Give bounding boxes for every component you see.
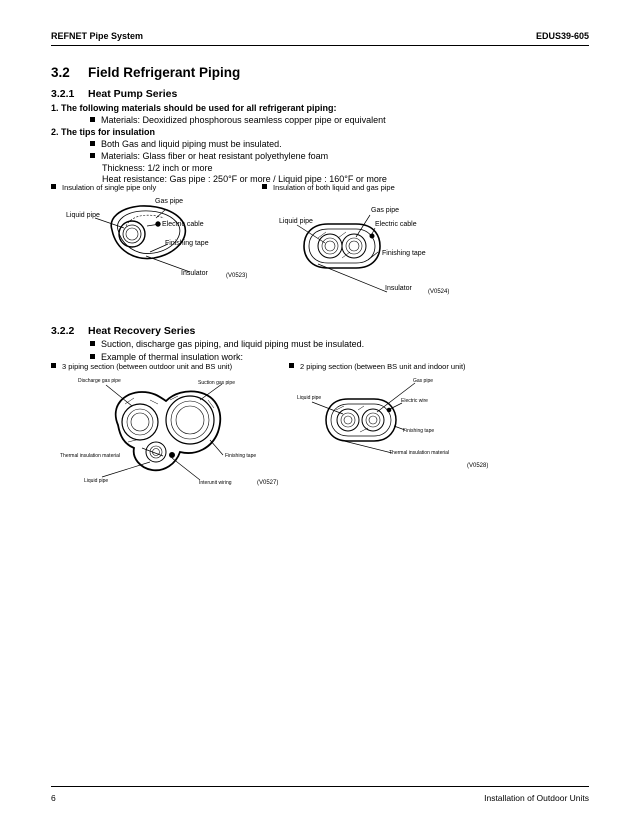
label-electric-wire-4: Electric wire	[401, 398, 428, 404]
figure-code-v0528: (V0528)	[467, 463, 489, 469]
label-gas-pipe-4: Gas pipe	[413, 378, 434, 384]
bullet-square-icon	[90, 153, 95, 158]
bullet-square-icon	[90, 341, 95, 346]
caption-text: Insulation of both liquid and gas pipe	[273, 183, 395, 192]
bullet-suction-discharge	[90, 339, 364, 349]
bullet-text: Both Gas and liquid piping must be insulated.	[101, 139, 282, 149]
caption-text: 2 piping section (between BS unit and indoor unit)	[300, 362, 466, 371]
label-electric-cable-1: Electric cable	[162, 221, 204, 228]
label-interunit-wiring: Interunit wiring	[199, 480, 232, 486]
label-electric-cable-2: Electric cable	[375, 221, 417, 228]
caption-3-piping	[51, 362, 232, 371]
bullet-text: Suction, discharge gas piping, and liquid piping must be insulated.	[101, 339, 365, 349]
footer-page-number: 6	[51, 793, 56, 803]
label-thermal-insulation-3: Thermal insulation material	[60, 453, 121, 459]
subsection-number-heat-recovery: 3.2.2	[51, 325, 75, 337]
bullet-square-icon	[90, 141, 95, 146]
list-item-insulation: 2. The tips for insulation	[51, 127, 156, 137]
section-number: 3.2	[51, 65, 70, 80]
bullet-square-icon	[90, 354, 95, 359]
label-liquid-pipe-3: Liquid pipe	[84, 478, 109, 484]
label-discharge-gas-pipe: Discharge gas pipe	[78, 378, 121, 384]
label-finishing-tape-2: Finishing tape	[382, 250, 426, 257]
caption-single-pipe	[51, 183, 156, 192]
label-liquid-pipe-1: Liquid pipe	[66, 212, 100, 219]
label-thermal-insulation-4: Thermal insulation material	[389, 450, 450, 456]
label-liquid-pipe-2: Liquid pipe	[279, 218, 313, 225]
bullet-text: Materials: Deoxidized phosphorous seamless copper pipe or equivalent	[101, 115, 386, 125]
label-finishing-tape-4: Finishing tape	[403, 428, 435, 434]
figure-code-v0524: (V0524)	[428, 289, 450, 295]
label-gas-pipe-2: Gas pipe	[371, 207, 400, 214]
label-finishing-tape-3: Finishing tape	[225, 453, 257, 459]
heat-resistance-spec: Heat resistance: Gas pipe : 250°F or more / Liquid pipe : 160°F or more	[102, 174, 387, 184]
section-title: Field Refrigerant Piping	[88, 65, 241, 80]
subsection-title-heat-recovery: Heat Recovery Series	[88, 325, 196, 337]
header-doc-title: REFNET Pipe System	[51, 31, 144, 41]
list-item-materials: 1. The following materials should be used for all refrigerant piping:	[51, 103, 337, 113]
caption-2-piping	[289, 362, 466, 371]
bullet-square-icon	[262, 184, 267, 189]
bullet-example	[90, 352, 243, 362]
bullet-square-icon	[90, 117, 95, 122]
bullet-square-icon	[289, 363, 294, 368]
caption-text: Insulation of single pipe only	[62, 183, 157, 192]
thickness-spec: Thickness: 1/2 inch or more	[102, 163, 213, 173]
label-liquid-pipe-4: Liquid pipe	[297, 395, 322, 401]
caption-text: 3 piping section (between outdoor unit and BS unit)	[62, 362, 233, 371]
bullet-text: Example of thermal insulation work:	[101, 352, 244, 362]
label-gas-pipe-1: Gas pipe	[155, 198, 184, 205]
label-suction-gas-pipe: Suction gas pipe	[198, 380, 235, 386]
label-finishing-tape-1: Finishing tape	[165, 240, 209, 247]
figure-code-v0527: (V0527)	[257, 480, 279, 486]
bullet-square-icon	[51, 184, 56, 189]
bullet-text: Materials: Glass fiber or heat resistant polyethylene foam	[101, 151, 329, 161]
bullet-square-icon	[51, 363, 56, 368]
footer-rule	[51, 786, 589, 787]
subsection-number-heat-pump: 3.2.1	[51, 88, 75, 100]
header-rule	[51, 45, 589, 46]
figure-code-v0523: (V0523)	[226, 273, 248, 279]
bullet-insulation-materials	[90, 151, 328, 161]
bullet-materials	[90, 115, 386, 125]
bullet-both-insulated	[90, 139, 282, 149]
caption-both-pipes	[262, 183, 395, 192]
header-doc-code: EDUS39-605	[535, 31, 589, 41]
footer-chapter-title: Installation of Outdoor Units	[484, 793, 589, 803]
label-insulator-1: Insulator	[181, 270, 208, 277]
label-insulator-2: Insulator	[385, 285, 412, 292]
subsection-title-heat-pump: Heat Pump Series	[88, 88, 178, 100]
